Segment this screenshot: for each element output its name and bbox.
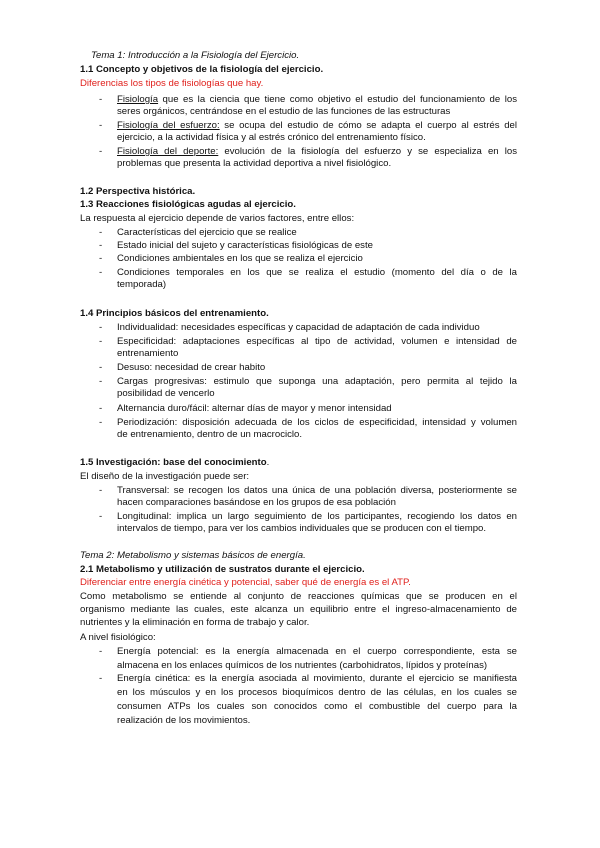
- section-1-3-intro: La respuesta al ejercicio depende de varios factores, entre ellos:: [80, 213, 355, 224]
- list-item: Estado inicial del sujeto y características fisiológicas de este: [117, 240, 373, 251]
- list-item: Individualidad: necesidades específicas y capacidad de adaptación de cada individuo: [117, 322, 480, 333]
- section-1-5-title: 1.5 Investigación: base del conocimiento.: [80, 457, 270, 468]
- list-item: Periodización: disposición adecuada de los ciclos de especificidad, intensidad y volumen de entrenamiento, dentro de un macrociclo.: [117, 417, 517, 440]
- bullet-dash: -: [99, 322, 103, 333]
- bullet-dash: -: [99, 240, 103, 251]
- bullet-dash: -: [99, 673, 103, 684]
- section-1-1-title: 1.1 Concepto y objetivos de la fisiología del ejercicio.: [80, 64, 324, 75]
- list-item: Desuso: necesidad de crear habito: [117, 362, 266, 373]
- bullet-dash: -: [99, 253, 103, 264]
- section-2-1-note: Diferenciar entre energía cinética y potencial, saber qué de energía es el ATP.: [80, 577, 411, 588]
- metabolismo-paragraph: Como metabolismo se entiende al conjunto de reacciones químicas que se producen en el organismo mediante las cuales, este alcanza un equilibrio entre el ingreso-almacenamiento de nutrientes y la eliminación en forma de trabajo y calor.: [80, 591, 517, 628]
- bullet-dash: -: [99, 120, 103, 131]
- section-1-3-title: 1.3 Reacciones fisiológicas agudas al ejercicio.: [80, 199, 296, 210]
- list-item: Especificidad: adaptaciones específicas al tipo de actividad, volumen e intensidad de entrenamiento: [117, 336, 517, 359]
- list-item: Características del ejercicio que se realice: [117, 227, 297, 238]
- bullet-dash: -: [99, 146, 103, 157]
- list-item: Condiciones ambientales en los que se realiza el ejercicio: [117, 253, 363, 264]
- bullet-dash: -: [99, 417, 103, 428]
- bullet-dash: -: [99, 646, 103, 657]
- list-item: Alternancia duro/fácil: alternar días de mayor y menor intensidad: [117, 403, 392, 414]
- list-item-longitudinal: Longitudinal: implica un largo seguimiento de los participantes, recogiendo los datos en intervalos de tiempo, para ver los cambios individuales que se producen con el tiempo.: [117, 511, 517, 534]
- section-1-5-intro: El diseño de la investigación puede ser:: [80, 471, 250, 482]
- list-item-fisiologia-esfuerzo: Fisiología del esfuerzo: se ocupa del estudio de cómo se adapta el cuerpo al estrés del ejercicio, a la actividad física y al estrés crónico del entrenamiento físico.: [117, 120, 517, 143]
- list-item: Cargas progresivas: estimulo que suponga una adaptación, pero permita al tejido la posibilidad de vencerlo: [117, 376, 517, 399]
- list-item-energia-potencial: Energía potencial: es la energía almacenada en el cuerpo correspondiente, esta se almacena en los enlaces químicos de los nutrientes (carbohidratos, lípidos y proteínas): [117, 646, 517, 671]
- section-1-4-title: 1.4 Principios básicos del entrenamiento.: [80, 308, 269, 319]
- bullet-dash: -: [99, 376, 103, 387]
- bullet-dash: -: [99, 403, 103, 414]
- list-item: Condiciones temporales en los que se realiza el estudio (momento del día o de la temporada): [117, 267, 517, 290]
- list-item-transversal: Transversal: se recogen los datos una única de una población diversa, posteriormente se hacen comparaciones basándose en los grupos de esa población: [117, 485, 517, 508]
- list-item-fisiologia: Fisiología que es la ciencia que tiene como objetivo el estudio del funcionamiento de los seres orgánicos, centrándose en el estudio de las funciones de las estructuras: [117, 94, 517, 117]
- list-item-energia-cinetica: Energía cinética: es la energía asociada al movimiento, durante el ejercicio se manifiesta en los músculos y en los procesos bioquímicos dentro de las células, en los cuales se consumen ATPs los cuales son conocidos como el combustible del cuerpo para la realización de los movimientos.: [117, 673, 517, 726]
- nivel-fisiologico-label: A nivel fisiológico:: [80, 632, 156, 643]
- bullet-dash: -: [99, 227, 103, 238]
- bullet-dash: -: [99, 511, 103, 522]
- bullet-dash: -: [99, 336, 103, 347]
- bullet-dash: -: [99, 94, 103, 105]
- section-2-1-title: 2.1 Metabolismo y utilización de sustratos durante el ejercicio.: [80, 564, 365, 575]
- section-1-2-title: 1.2 Perspectiva histórica.: [80, 186, 196, 197]
- tema2-heading: Tema 2: Metabolismo y sistemas básicos de energía.: [80, 550, 306, 561]
- tema1-heading: Tema 1: Introducción a la Fisiología del Ejercicio.: [91, 50, 300, 61]
- bullet-dash: -: [99, 362, 103, 373]
- section-1-1-note: Diferencias los tipos de fisiologías que hay.: [80, 78, 264, 89]
- list-item-fisiologia-deporte: Fisiología del deporte: evolución de la fisiología del esfuerzo y se especializa en los problemas que presenta la actividad deportiva a nivel fisiológico.: [117, 146, 517, 169]
- bullet-dash: -: [99, 485, 103, 496]
- bullet-dash: -: [99, 267, 103, 278]
